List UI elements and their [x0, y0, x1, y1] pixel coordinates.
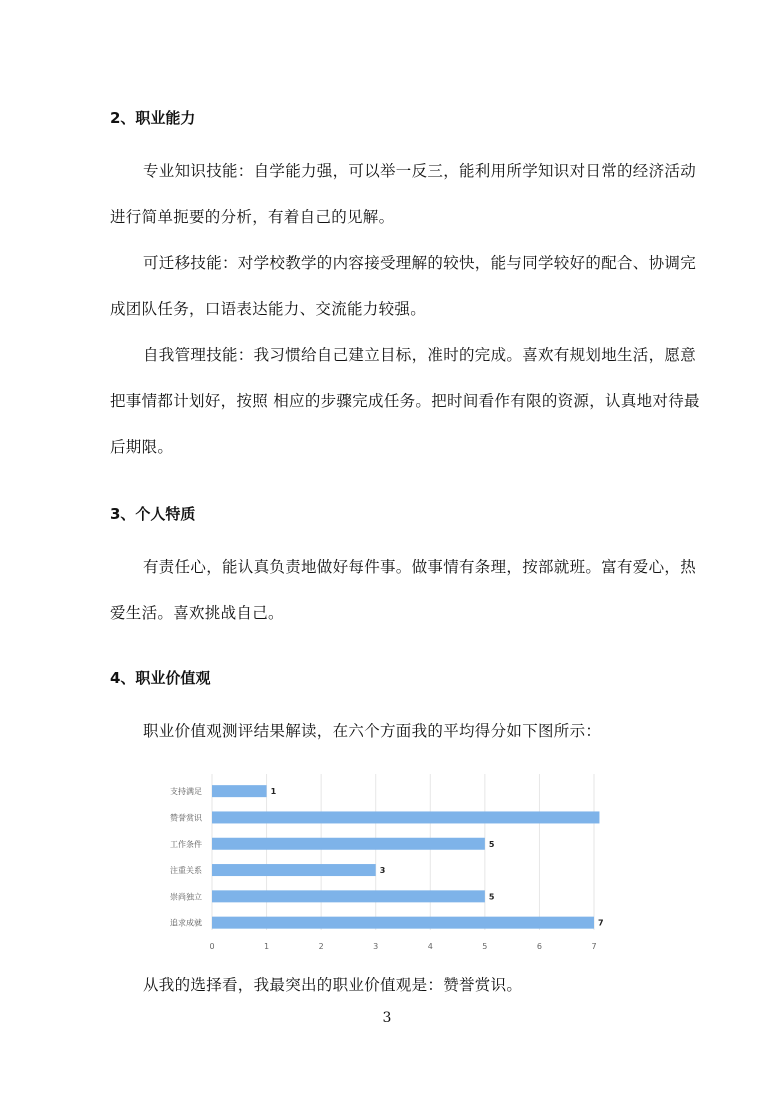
bar: [212, 811, 599, 823]
paragraph-values-conclusion: 从我的选择看，我最突出的职业价值观是：赞誉赏识。: [143, 976, 523, 994]
data-label: 3: [379, 866, 386, 876]
bar: [212, 785, 267, 797]
x-tick-label: 4: [427, 942, 433, 951]
x-tick-label: 1: [264, 942, 270, 951]
page-number: 3: [382, 1010, 392, 1026]
section-heading-career-ability: 2、职业能力: [110, 109, 196, 127]
section-heading-personal-traits: 3、个人特质: [110, 505, 196, 523]
data-label: 5: [488, 839, 495, 849]
category-label: 追求成就: [170, 918, 202, 928]
section-heading-career-values: 4、职业价值观: [110, 669, 211, 687]
category-label: 赞誉赏识: [170, 813, 202, 823]
x-tick-label: 3: [373, 942, 379, 951]
category-label: 注重关系: [170, 866, 202, 876]
bar: [212, 838, 485, 850]
bar: [212, 890, 485, 902]
paragraph-personal-traits: 有责任心，能认真负责地做好每件事。做事情有条理，按部就班。富有爱心，热爱生活。喜欢挑战自己。: [110, 558, 697, 622]
bar: [212, 864, 376, 876]
data-label: 7: [598, 918, 604, 928]
bar: [212, 917, 594, 929]
x-tick-label: 6: [536, 942, 542, 951]
paragraph-values-intro: 职业价值观测评结果解读，在六个方面我的平均得分如下图所示：: [143, 722, 602, 740]
category-label: 支持满足: [170, 787, 202, 797]
x-tick-label: 5: [482, 942, 488, 951]
paragraph-self-management-skills: 自我管理技能：我习惯给自己建立目标，准时的完成。喜欢有规划地生活，愿意把事情都计划好，按照 相应的步骤完成任务。把时间看作有限的资源，认真地对待最后期限。: [110, 346, 700, 456]
data-label: 5: [488, 892, 495, 902]
paragraph-professional-skills: 专业知识技能：自学能力强，可以举一反三，能利用所学知识对日常的经济活动进行简单扼要的分析，有着自己的见解。: [110, 162, 697, 226]
x-tick-label: 7: [591, 942, 597, 951]
category-label: 工作条件: [170, 839, 202, 849]
x-tick-label: 0: [209, 942, 215, 951]
category-label: 崇尚独立: [170, 892, 202, 902]
career-values-bar-chart: [150, 770, 620, 960]
data-label: 1: [270, 787, 277, 797]
x-tick-label: 2: [318, 942, 324, 951]
paragraph-transferable-skills: 可迁移技能：对学校教学的内容接受理解的较快，能与同学较好的配合、协调完成团队任务，口语表达能力、交流能力较强。: [110, 254, 697, 318]
